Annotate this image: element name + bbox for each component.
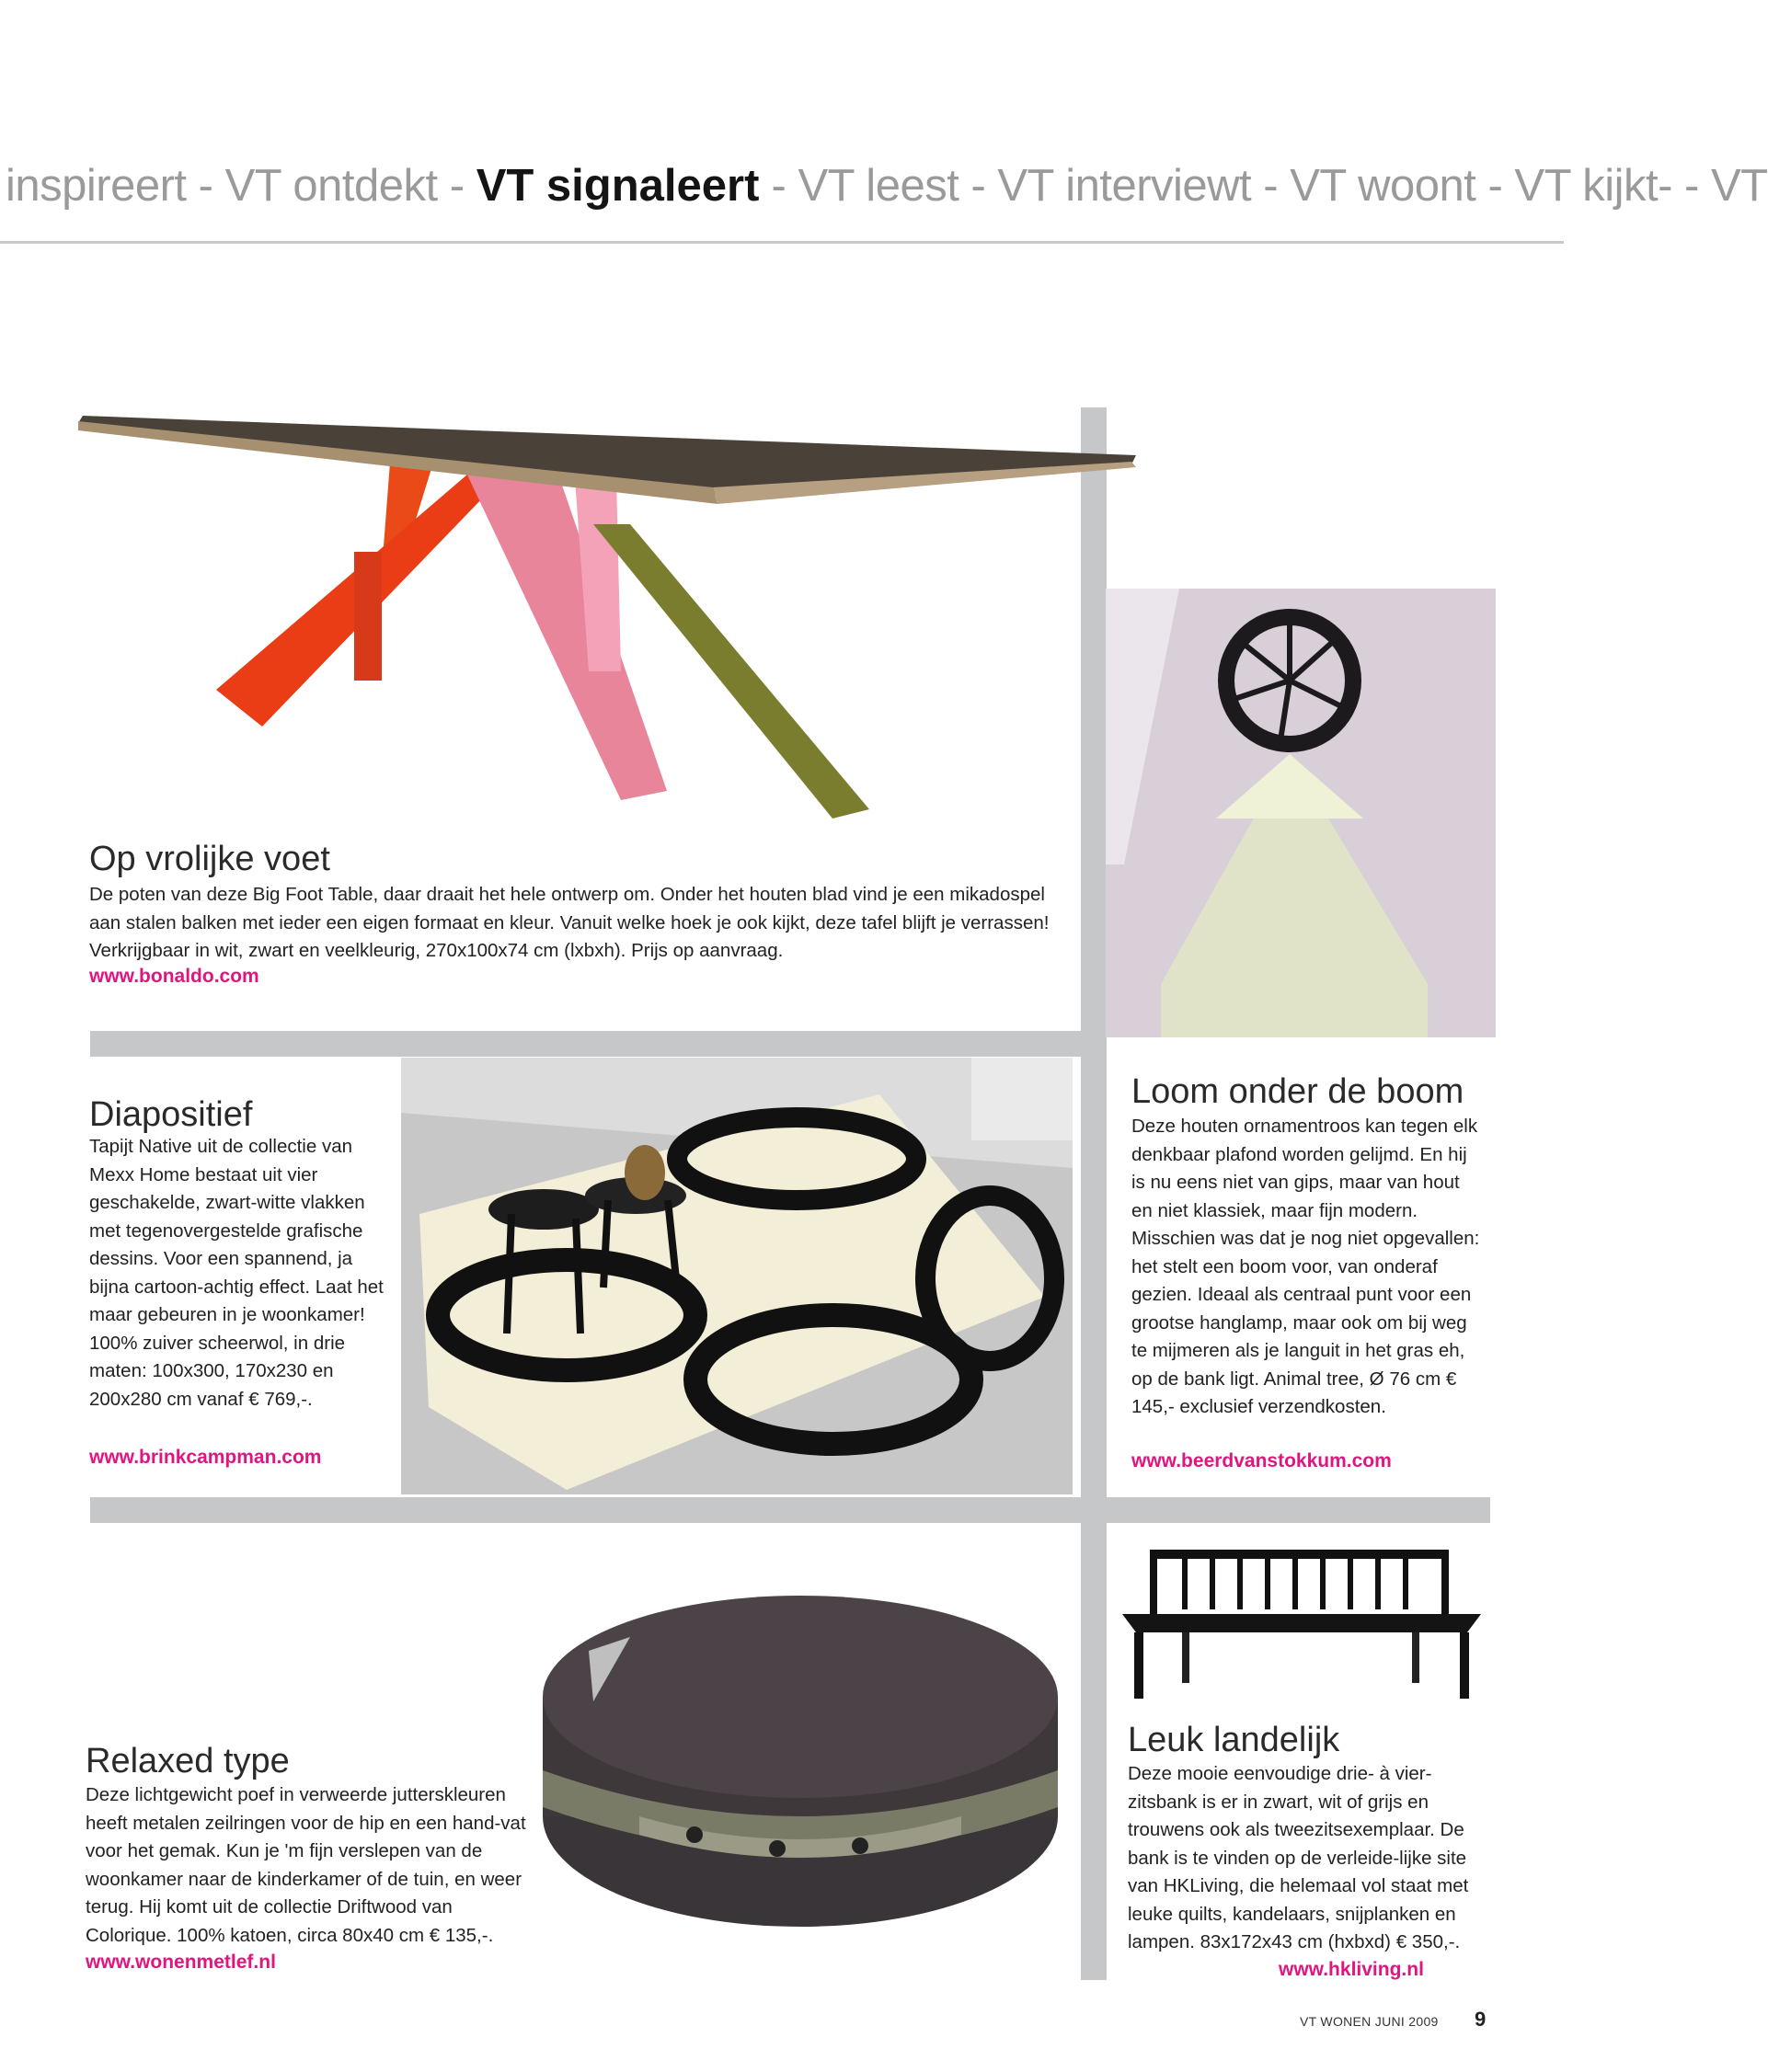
rug-photo (401, 1058, 1073, 1494)
page-number: 9 (1475, 2008, 1487, 2031)
tree-ornament-photo (1106, 589, 1496, 1037)
article-body: Tapijt Native uit de collectie van Mexx Home bestaat uit vier geschakelde, zwart-witte vlakken met tegenovergestelde grafische dessins. Voor een spannend, ja bijna cartoon-achtig effect. Laat het maar gebeuren in je woonkamer! 100% zuiver scheerwol, in drie maten: 100x300, 170x230 en 200x280 cm vanaf € 769,-. (89, 1136, 384, 1410)
table-photo (78, 395, 1145, 855)
article-title: Diapositief (89, 1095, 253, 1134)
article-title: Op vrolijke voet (89, 840, 330, 878)
article-body: Deze lichtgewicht poef in verweerde jutterskleuren heeft metalen zeilringen voor de hip en een hand-vat voor het gemak. Kun je 'm fijn verslepen van de woonkamer naar de kinderkamer of de tuin, en weer terug. Hij komt uit de collectie Driftwood van Colorique. 100% katoen, circa 80x40 cm € 135,-. (86, 1784, 526, 1946)
bench-photo (1118, 1540, 1486, 1701)
article-title: Relaxed type (86, 1742, 290, 1780)
article-link[interactable]: www.beerdvanstokkum.com (1131, 1450, 1392, 1471)
section-header-strip (0, 138, 1768, 244)
canopy-illustration (1106, 589, 1496, 1037)
footer-label: VT WONEN JUNI 2009 (1300, 2014, 1439, 2029)
article-title: Leuk landelijk (1128, 1721, 1340, 1759)
header-item: VT leest (798, 161, 959, 211)
article-body: Deze mooie eenvoudige drie- à vier-zitsbank is er in zwart, wit of grijs en trouwens ook als tweezitsexemplaar. De bank is te vinden op de verleide-lijke site van HKLiving, die helemaal vol staat met leuke quilts, kandelaars, snijplanken en lampen. 83x172x43 cm (hxbxd) € 350,-. (1128, 1763, 1469, 1952)
header-item: VT woont (1290, 161, 1476, 211)
bench-illustration (1118, 1540, 1486, 1701)
header-nav: inspireert - VT ontdekt - VT signaleert - VT leest - VT interviewt - VT woont - VT kijkt- - VT (6, 161, 1768, 211)
header-item-active: VT signaleert (476, 161, 760, 211)
horizontal-divider (90, 1031, 1093, 1057)
article-link[interactable]: www.brinkcampman.com (89, 1447, 322, 1468)
article-link[interactable]: www.hkliving.nl (1279, 1959, 1424, 1980)
article-link[interactable]: www.wonenmetlef.nl (86, 1952, 276, 1973)
header-item: VT (1710, 161, 1768, 211)
horizontal-divider (90, 1497, 1490, 1523)
pouf-photo (538, 1586, 1062, 1936)
header-item: VT interviewt (997, 161, 1252, 211)
header-item: inspireert (6, 161, 187, 211)
article-link[interactable]: www.bonaldo.com (89, 966, 259, 987)
header-item: VT kijkt- (1514, 161, 1672, 211)
rug-illustration (401, 1058, 1073, 1494)
article-title: Loom onder de boom (1131, 1072, 1464, 1111)
header-item: VT ontdekt (224, 161, 438, 211)
article-body: De poten van deze Big Foot Table, daar draait het hele ontwerp om. Onder het houten blad vind je een mikadospel aan stalen balken met ieder een eigen formaat en kleur. Vanuit welke hoek je ook kijkt, deze tafel blijft je verrassen! Verkrijgbaar in wit, zwart en veelkleurig, 270x100x74 cm (lxbxh). Prijs op aanvraag. (89, 884, 1050, 961)
article-body: Deze houten ornamentroos kan tegen elk denkbaar plafond worden gelijmd. En hij is nu eens niet van gips, maar van hout en niet klassiek, maar fijn modern. Misschien was dat je nog niet opgevallen: het stelt een boom voor, van onderaf gezien. Ideaal als centraal punt voor een grootse hanglamp, maar ook om bij weg te mijmeren als je languit in het gras eh, op de bank ligt. Animal tree, Ø 76 cm € 145,- exclusief verzendkosten. (1131, 1116, 1480, 1417)
pouf-illustration (538, 1586, 1062, 1936)
big-foot-table-illustration (78, 395, 1145, 855)
